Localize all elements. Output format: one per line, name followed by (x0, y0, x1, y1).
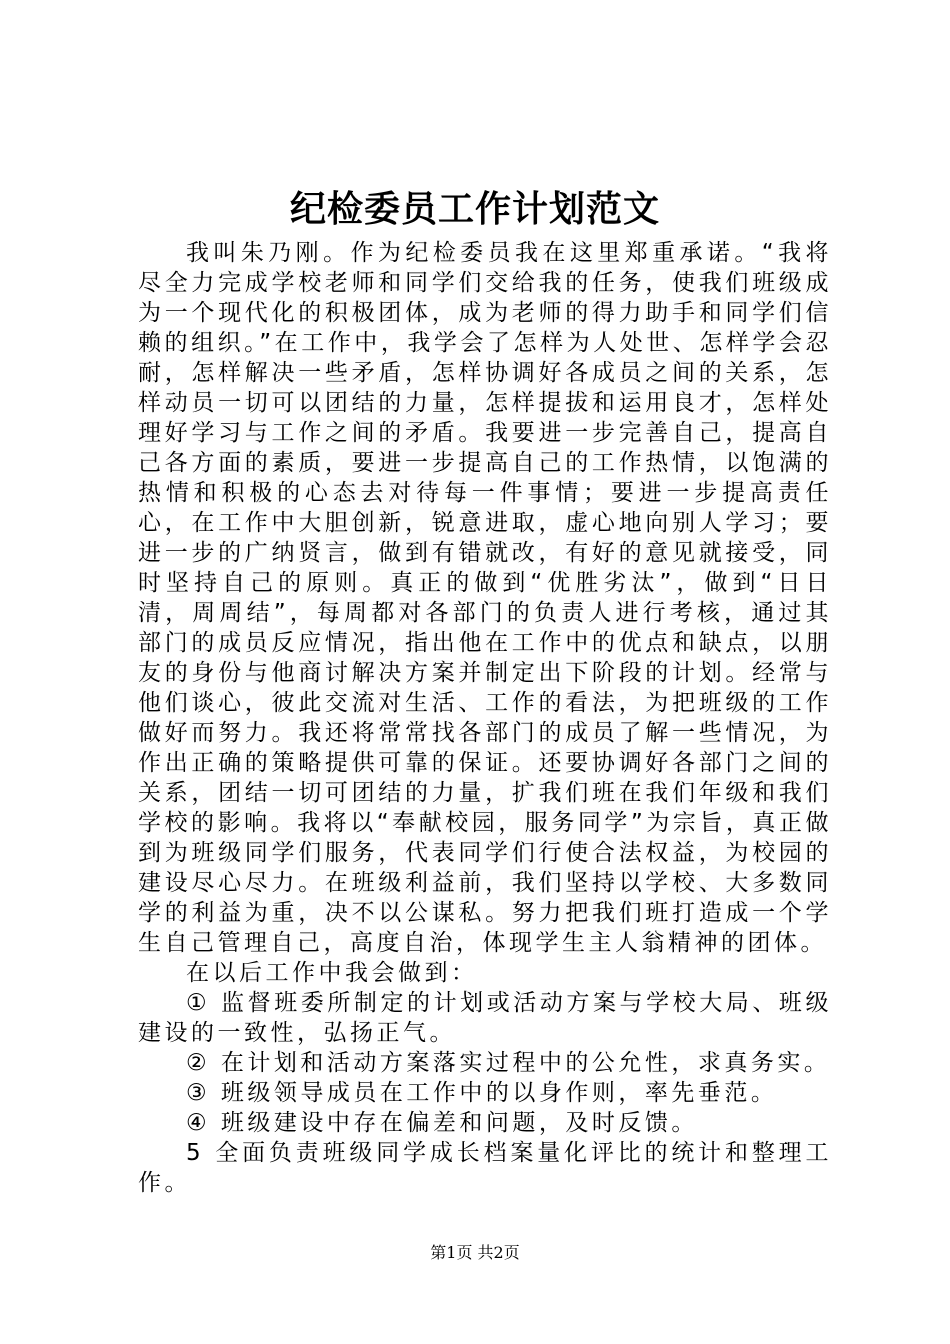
list-item: ③ 班级领导成员在工作中的以身作则，率先垂范。 (186, 1080, 778, 1106)
list-item: ④ 班级建设中存在偏差和问题，及时反馈。 (186, 1110, 698, 1136)
list-intro-paragraph: 在以后工作中我会做到： (186, 960, 478, 986)
document-title: 纪检委员工作计划范文 (289, 188, 660, 230)
page-number-footer: 第1页 共2页 (430, 1243, 520, 1262)
list-item: ① 监督班委所制定的计划或活动方案与学校大局、班级建设的一致性，弘扬正气。 (138, 990, 832, 1046)
list-item: ② 在计划和活动方案落实过程中的公允性，求真务实。 (186, 1050, 831, 1076)
intro-paragraph: 我叫朱乃刚。作为纪检委员我在这里郑重承诺。“我将尽全力完成学校老师和同学们交给我的任务，使我们班级成为一个现代化的积极团体，成为老师的得力助手和同学们信赖的组织。”在工作中，我学会了怎样为人处世、怎样学会忍耐，怎样解决一些矛盾，怎样协调好各成员之间的关系，怎样动员一切可以团结的力量，怎样提拔和运用良才，怎样处理好学习与工作之间的矛盾。我要进一步完善自己，提高自己各方面的素质，要进一步提高自己的工作热情，以饱满的热情和积极的心态去对待每一件事情；要进一步提高责任心，在工作中大胆创新，锐意进取，虚心地向别人学习；要进一步的广纳贤言，做到有错就改，有好的意见就接受，同时坚持自己的原则。真正的做到“优胜劣汰”，做到“日日清，周周结”，每周都对各部门的负责人进行考核，通过其部门的成员反应情况，指出他在工作中的优点和缺点，以朋友的身份与他商讨解决方案并制定出下阶段的计划。经常与他们谈心，彼此交流对生活、工作的看法，为把班级的工作做好而努力。我还将常常找各部门的成员了解一些情况，为作出正确的策略提供可靠的保证。还要协调好各部门之间的关系，团结一切可团结的力量，扩我们班在我们年级和我们学校的影响。我将以“奉献校园，服务同学”为宗旨，真正做到为班级同学们服务，代表同学们行使合法权益，为校园的建设尽心尽力。在班级利益前，我们坚持以学校、大多数同学的利益为重，决不以公谋私。努力把我们班打造成一个学生自己管理自己，高度自治，体现学生主人翁精神的团体。 (138, 240, 832, 956)
document-body (138, 238, 832, 1198)
list-item: 5 全面负责班级同学成长档案量化评比的统计和整理工作。 (138, 1140, 832, 1196)
